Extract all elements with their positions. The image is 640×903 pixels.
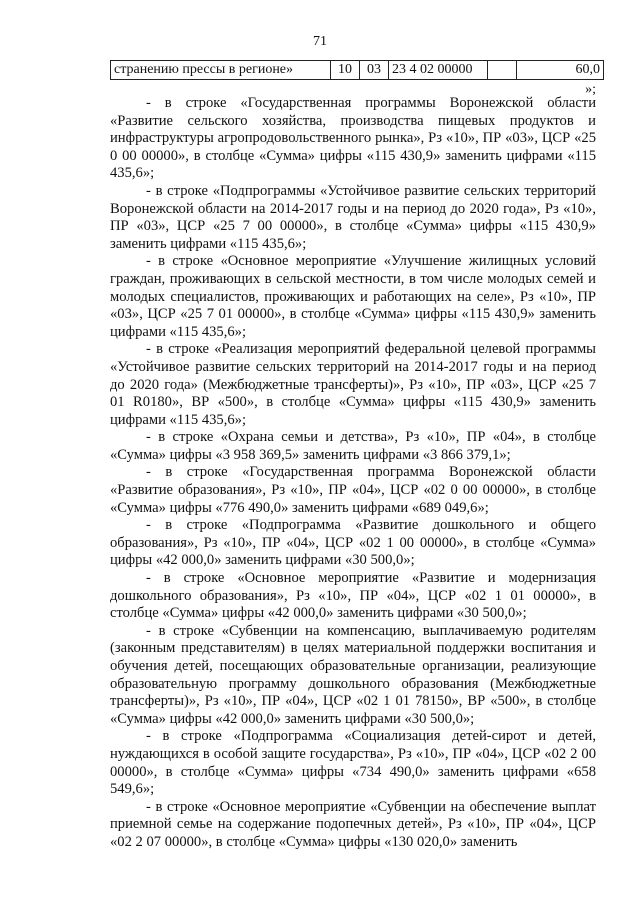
paragraph: - в строке «Подпрограммы «Устойчивое развитие сельских территорий Воронежской области на 2014-2017 годы и на период до 2020 года», Рз «10», ПР «03», ЦСР «25 7 00 00000», в столбце «Сумма» цифры «115 430,9» заменить цифрами «115 435,6»;: [110, 182, 596, 252]
paragraph: - в строке «Реализация мероприятий федеральной целевой программы «Устойчивое развитие сельских территорий на 2014-2017 годы и на период до 2020 года» (Межбюджетные трансферты)», Рз «10», ПР «03», ЦСР «25 7 01 R0180», ВР «500», в столбце «Сумма» цифры «115 430,9» заменить цифрами «115 435,6»;: [110, 341, 596, 428]
cell-rz: 10: [331, 61, 360, 80]
paragraph: - в строке «Государственная программа Воронежской области «Развитие образования», Рз «10», ПР «04», ЦСР «02 0 00 00000», в столбце «Сумма» цифры «776 490,0» заменить цифрами «689 049,6»;: [110, 464, 596, 516]
table-row: [111, 61, 604, 80]
paragraph: - в строке «Субвенции на компенсацию, выплачиваемую родителям (законным представителям) в целях материальной поддержки воспитания и обучения детей, посещающих образовательные организации, реализующие образовательную программу дошкольного образования (Межбюджетные трансферты)», Рз «10», ПР «04», ЦСР «02 1 01 78150», ВР «500», в столбце «Сумма» цифры «42 000,0» заменить цифрами «30 500,0»;: [110, 622, 596, 727]
cell-name: странению прессы в регионе»: [111, 61, 331, 80]
paragraph: - в строке «Подпрограмма «Социализация детей-сирот и детей, нуждающихся в особой защите государства», Рз «10», ПР «04», ЦСР «02 2 00 00000», в столбце «Сумма» цифры «734 490,0» заменить цифрами «658 549,6»;: [110, 728, 596, 798]
budget-table: [110, 60, 604, 80]
cell-sum: 60,0: [517, 61, 604, 80]
paragraph: - в строке «Государственная программы Воронежской области «Развитие сельского хозяйства, производства пищевых продуктов и инфраструктуры агропродовольственного рынка», Рз «10», ПР «03», ЦСР «25 0 00 00000», в столбце «Сумма» цифры «115 430,9» заменить цифрами «115 435,6»;: [110, 95, 596, 182]
cell-vr: [488, 61, 517, 80]
closing-quote: »;: [585, 82, 596, 97]
amendments-text: [110, 95, 596, 852]
paragraph: - в строке «Основное мероприятие «Субвенции на обеспечение выплат приемной семье на содержание подопечных детей», Рз «10», ПР «04», ЦСР «02 2 07 00000», в столбце «Сумма» цифры «130 020,0» заменить: [110, 798, 596, 850]
page-number: 71: [313, 34, 327, 49]
cell-csr: 23 4 02 00000: [389, 61, 488, 80]
paragraph: - в строке «Основное мероприятие «Улучшение жилищных условий граждан, проживающих в сельской местности, в том числе молодых семей и молодых специалистов, проживающих и работающих на селе», Рз «10», ПР «03», ЦСР «25 7 01 00000», в столбце «Сумма» цифры «115 430,9» заменить цифрами «115 435,6»;: [110, 253, 596, 340]
paragraph: - в строке «Подпрограмма «Развитие дошкольного и общего образования», Рз «10», ПР «04», ЦСР «02 1 00 00000», в столбце «Сумма» цифры «42 000,0» заменить цифрами «30 500,0»;: [110, 517, 596, 569]
cell-pr: 03: [360, 61, 389, 80]
paragraph: - в строке «Основное мероприятие «Развитие и модернизация дошкольного образования», Рз «10», ПР «04», ЦСР «02 1 01 00000», в столбце «Сумма» цифры «42 000,0» заменить цифрами «30 500,0»;: [110, 570, 596, 622]
paragraph: - в строке «Охрана семьи и детства», Рз «10», ПР «04», в столбце «Сумма» цифры «3 958 369,5» заменить цифрами «3 866 379,1»;: [110, 429, 596, 463]
